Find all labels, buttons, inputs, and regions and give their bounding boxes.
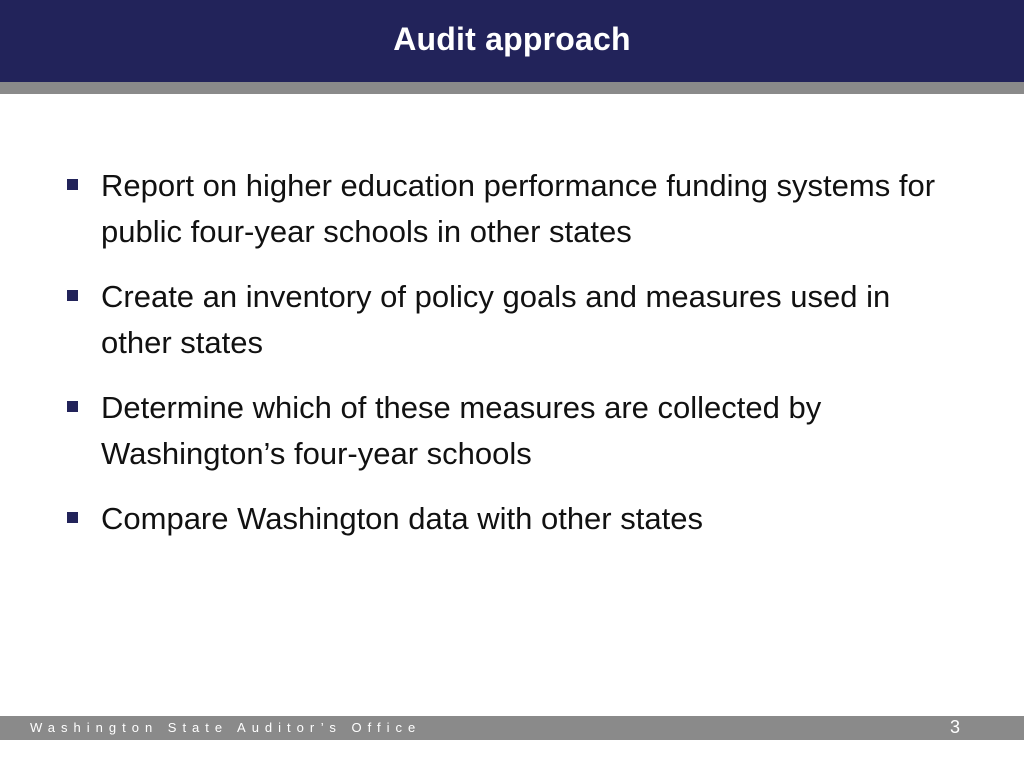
bullet-text: Determine which of these measures are collected by Washington’s four-year schools xyxy=(101,390,822,471)
footer-organization: Washington State Auditor’s Office xyxy=(30,720,422,735)
page-number: 3 xyxy=(949,717,960,737)
bullet-item xyxy=(64,496,944,542)
bullet-text: Report on higher education performance funding systems for public four-year schools in other states xyxy=(101,168,936,249)
slide-title: Audit approach xyxy=(393,20,631,57)
square-bullet-icon xyxy=(67,290,78,301)
title-bar xyxy=(0,0,1024,82)
bullet-item xyxy=(64,385,944,477)
bullet-item xyxy=(64,274,944,366)
bullet-text: Compare Washington data with other states xyxy=(101,501,703,536)
bullet-text: Create an inventory of policy goals and measures used in other states xyxy=(101,279,891,360)
bullet-list xyxy=(64,163,944,561)
square-bullet-icon xyxy=(67,179,78,190)
square-bullet-icon xyxy=(67,512,78,523)
title-divider xyxy=(0,82,1024,94)
footer-bar xyxy=(0,716,1024,740)
bullet-item xyxy=(64,163,944,255)
square-bullet-icon xyxy=(67,401,78,412)
